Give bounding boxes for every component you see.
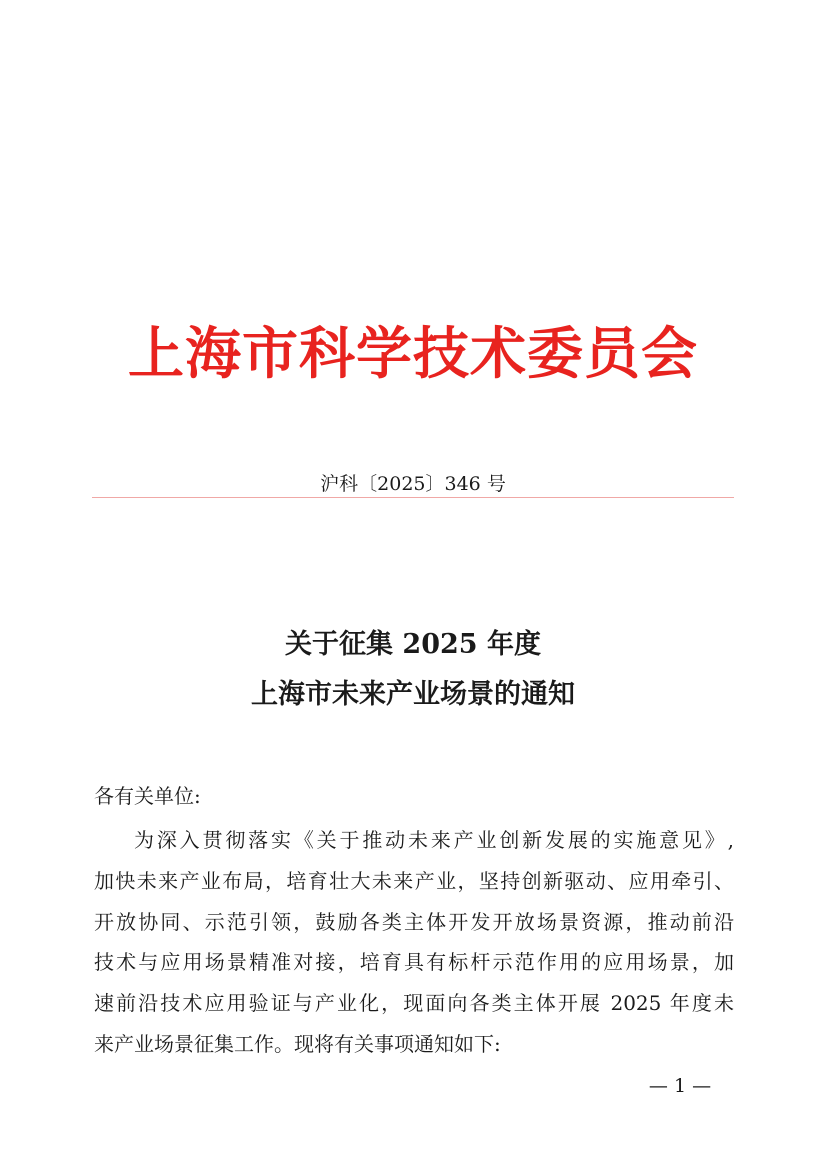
body-line-3: 开放协同、示范引领，鼓励各类主体开发开放场景资源，推动前沿 xyxy=(94,909,734,934)
body-line-6: 来产业场景征集工作。现将有关事项通知如下: xyxy=(94,1031,501,1056)
document-number: 沪科〔2025〕346 号 xyxy=(320,473,506,495)
document-title-line-1: 关于征集 2025 年度 xyxy=(285,629,541,660)
issuer-masthead: 上海市科学技术委员会 xyxy=(128,321,698,387)
salutation: 各有关单位: xyxy=(94,784,201,808)
body-line-2: 加快未来产业布局，培育壮大未来产业，坚持创新驱动、应用牵引、 xyxy=(94,868,734,893)
document-title xyxy=(0,620,826,720)
document-title-line-2: 上海市未来产业场景的通知 xyxy=(251,679,575,710)
body-line-4: 技术与应用场景精准对接，培育具有标杆示范作用的应用场景，加 xyxy=(94,950,734,975)
body-line-1: 为深入贯彻落实《关于推动未来产业创新发展的实施意见》, xyxy=(134,828,734,852)
body-line-5: 速前沿技术应用验证与产业化，现面向各类主体开展 2025 年度未 xyxy=(94,991,734,1016)
page-number: — 1 — xyxy=(648,1075,712,1097)
body-paragraph xyxy=(94,820,734,1065)
masthead-divider xyxy=(92,497,734,498)
